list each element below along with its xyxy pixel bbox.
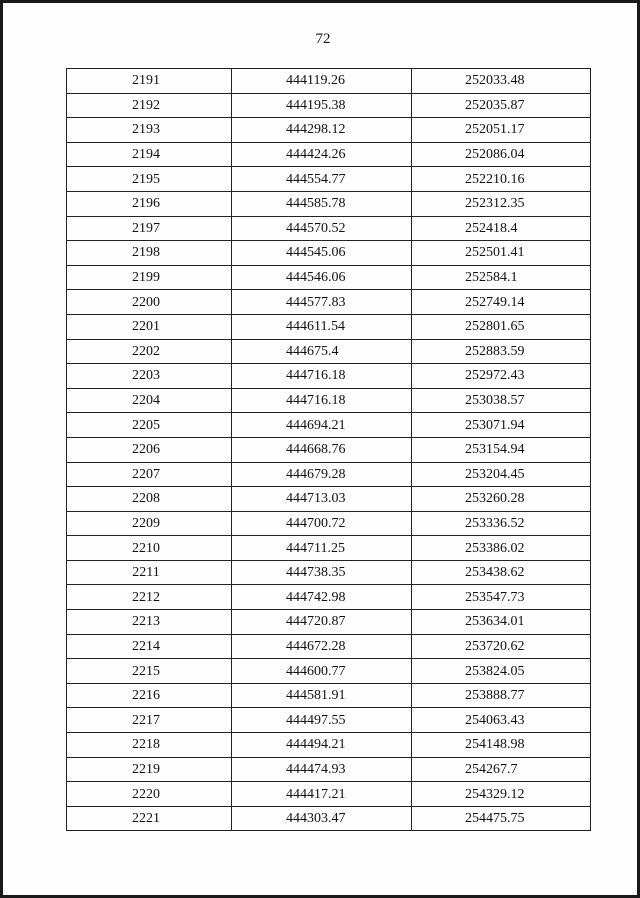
x-coordinate-cell: 444303.47 [232,806,412,831]
page-number: 72 [315,31,331,47]
point-number-cell: 2206 [67,437,232,462]
table-row [67,413,591,438]
point-number-cell: 2214 [67,634,232,659]
x-coordinate-cell: 444672.28 [232,634,412,659]
point-number-cell: 2195 [67,167,232,192]
table-row [67,560,591,585]
y-coordinate-cell: 252883.59 [412,339,591,364]
table-row [67,191,591,216]
table-row [67,69,591,94]
table-row [67,659,591,684]
table-row [67,487,591,512]
y-coordinate-cell: 252584.1 [412,265,591,290]
point-number-cell: 2216 [67,683,232,708]
point-number-cell: 2210 [67,536,232,561]
y-coordinate-cell: 253720.62 [412,634,591,659]
point-number-cell: 2192 [67,93,232,118]
point-number-cell: 2218 [67,733,232,758]
table-row [67,118,591,143]
table-row [67,585,591,610]
x-coordinate-cell: 444119.26 [232,69,412,94]
table-row [67,290,591,315]
x-coordinate-cell: 444195.38 [232,93,412,118]
y-coordinate-cell: 252035.87 [412,93,591,118]
table-row [67,610,591,635]
x-coordinate-cell: 444585.78 [232,191,412,216]
point-number-cell: 2203 [67,364,232,389]
point-number-cell: 2193 [67,118,232,143]
table-row [67,93,591,118]
point-number-cell: 2198 [67,241,232,266]
point-number-cell: 2220 [67,782,232,807]
y-coordinate-cell: 252972.43 [412,364,591,389]
y-coordinate-cell: 253438.62 [412,560,591,585]
table-row [67,388,591,413]
y-coordinate-cell: 252210.16 [412,167,591,192]
table-row [67,314,591,339]
y-coordinate-cell: 253260.28 [412,487,591,512]
table-row [67,462,591,487]
coordinates-table [66,68,591,831]
y-coordinate-cell: 253888.77 [412,683,591,708]
x-coordinate-cell: 444577.83 [232,290,412,315]
y-coordinate-cell: 252086.04 [412,142,591,167]
x-coordinate-cell: 444668.76 [232,437,412,462]
y-coordinate-cell: 254148.98 [412,733,591,758]
x-coordinate-cell: 444694.21 [232,413,412,438]
table-row [67,437,591,462]
x-coordinate-cell: 444424.26 [232,142,412,167]
table-row [67,536,591,561]
point-number-cell: 2200 [67,290,232,315]
x-coordinate-cell: 444700.72 [232,511,412,536]
table-row [67,806,591,831]
x-coordinate-cell: 444611.54 [232,314,412,339]
point-number-cell: 2217 [67,708,232,733]
table-row [67,265,591,290]
x-coordinate-cell: 444713.03 [232,487,412,512]
x-coordinate-cell: 444494.21 [232,733,412,758]
table-row [67,142,591,167]
y-coordinate-cell: 254267.7 [412,757,591,782]
table-row [67,733,591,758]
y-coordinate-cell: 252418.4 [412,216,591,241]
point-number-cell: 2197 [67,216,232,241]
point-number-cell: 2196 [67,191,232,216]
y-coordinate-cell: 252312.35 [412,191,591,216]
table-row [67,339,591,364]
table-row [67,683,591,708]
y-coordinate-cell: 253204.45 [412,462,591,487]
table-row [67,241,591,266]
point-number-cell: 2194 [67,142,232,167]
table-row [67,216,591,241]
point-number-cell: 2212 [67,585,232,610]
y-coordinate-cell: 254329.12 [412,782,591,807]
point-number-cell: 2199 [67,265,232,290]
x-coordinate-cell: 444742.98 [232,585,412,610]
x-coordinate-cell: 444716.18 [232,388,412,413]
x-coordinate-cell: 444417.21 [232,782,412,807]
table-row [67,511,591,536]
y-coordinate-cell: 253336.52 [412,511,591,536]
point-number-cell: 2213 [67,610,232,635]
y-coordinate-cell: 254063.43 [412,708,591,733]
point-number-cell: 2219 [67,757,232,782]
table-row [67,167,591,192]
point-number-cell: 2215 [67,659,232,684]
x-coordinate-cell: 444738.35 [232,560,412,585]
y-coordinate-cell: 252501.41 [412,241,591,266]
x-coordinate-cell: 444720.87 [232,610,412,635]
y-coordinate-cell: 253071.94 [412,413,591,438]
y-coordinate-cell: 252749.14 [412,290,591,315]
y-coordinate-cell: 253038.57 [412,388,591,413]
table-row [67,708,591,733]
point-number-cell: 2207 [67,462,232,487]
y-coordinate-cell: 252801.65 [412,314,591,339]
point-number-cell: 2205 [67,413,232,438]
point-number-cell: 2208 [67,487,232,512]
y-coordinate-cell: 253386.02 [412,536,591,561]
table-row [67,364,591,389]
y-coordinate-cell: 253634.01 [412,610,591,635]
y-coordinate-cell: 254475.75 [412,806,591,831]
table-row [67,757,591,782]
x-coordinate-cell: 444581.91 [232,683,412,708]
x-coordinate-cell: 444675.4 [232,339,412,364]
x-coordinate-cell: 444545.06 [232,241,412,266]
x-coordinate-cell: 444711.25 [232,536,412,561]
x-coordinate-cell: 444716.18 [232,364,412,389]
x-coordinate-cell: 444474.93 [232,757,412,782]
x-coordinate-cell: 444497.55 [232,708,412,733]
point-number-cell: 2221 [67,806,232,831]
x-coordinate-cell: 444600.77 [232,659,412,684]
y-coordinate-cell: 252033.48 [412,69,591,94]
point-number-cell: 2191 [67,69,232,94]
x-coordinate-cell: 444546.06 [232,265,412,290]
point-number-cell: 2209 [67,511,232,536]
table-row [67,634,591,659]
x-coordinate-cell: 444554.77 [232,167,412,192]
point-number-cell: 2204 [67,388,232,413]
y-coordinate-cell: 252051.17 [412,118,591,143]
y-coordinate-cell: 253824.05 [412,659,591,684]
y-coordinate-cell: 253154.94 [412,437,591,462]
coordinates-table-body [67,69,591,831]
x-coordinate-cell: 444298.12 [232,118,412,143]
table-row [67,782,591,807]
y-coordinate-cell: 253547.73 [412,585,591,610]
point-number-cell: 2201 [67,314,232,339]
point-number-cell: 2211 [67,560,232,585]
point-number-cell: 2202 [67,339,232,364]
x-coordinate-cell: 444570.52 [232,216,412,241]
x-coordinate-cell: 444679.28 [232,462,412,487]
